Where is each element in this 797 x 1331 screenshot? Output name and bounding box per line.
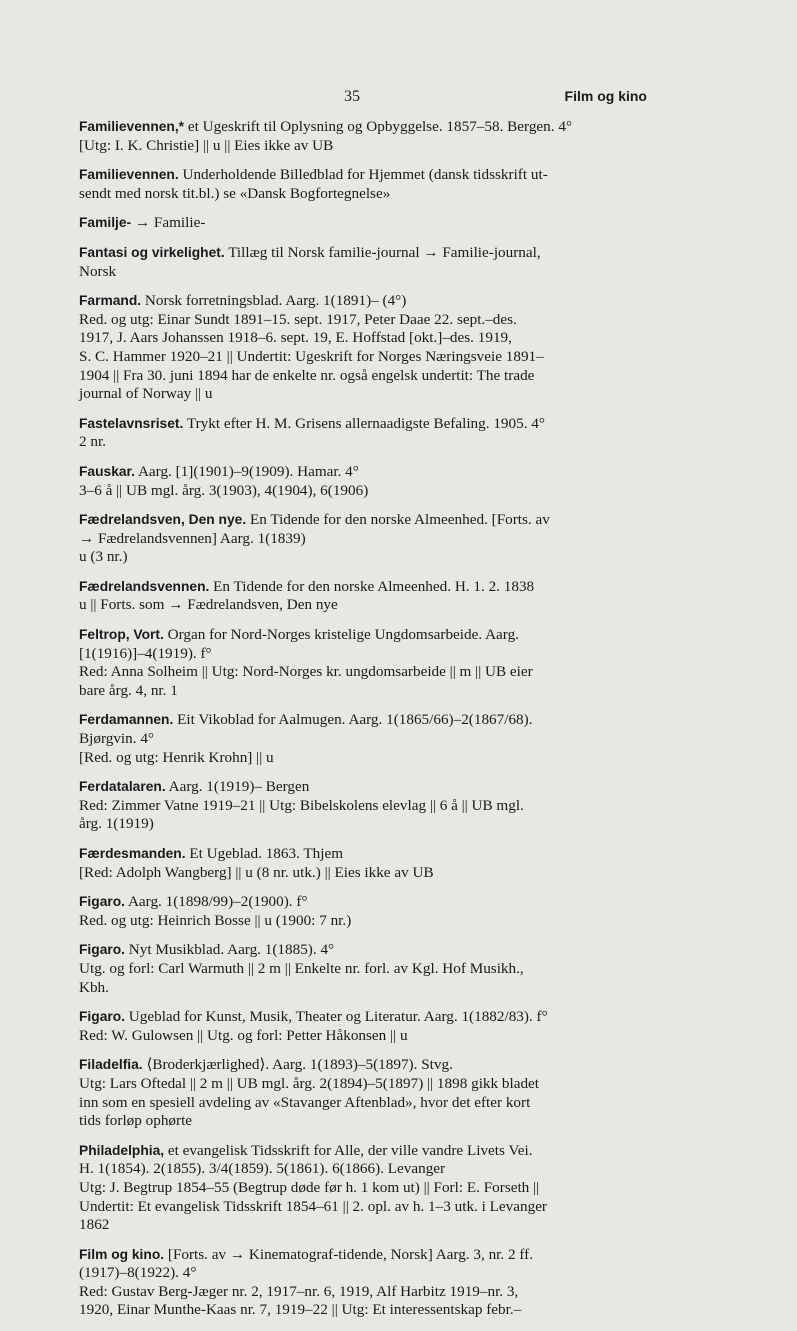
entry-text: tids forløp ophørte bbox=[79, 1112, 193, 1130]
entry-headword: Film og kino. bbox=[79, 1246, 165, 1262]
entry-text: u (3 nr.) bbox=[79, 548, 128, 566]
entry-text: bare årg. 4, nr. 1 bbox=[79, 681, 178, 699]
entry-line bbox=[79, 797, 649, 816]
entry-line bbox=[79, 263, 649, 282]
catalog-entry bbox=[79, 1246, 649, 1320]
entry-text: Underholdende Billedblad for Hjemmet (dansk tidsskrift ut- bbox=[178, 166, 548, 184]
entry-line bbox=[79, 329, 649, 348]
entry-line bbox=[79, 511, 649, 530]
entry-text: inn som en spesiell avdeling av «Stavanger Aftenblad», hvor det efter kort bbox=[79, 1093, 531, 1111]
entry-text: 2 nr. bbox=[79, 433, 107, 451]
catalog-entry bbox=[79, 893, 649, 930]
entry-text: Trykt efter H. M. Grisens allernaadigste Befaling. 1905. 4° bbox=[183, 414, 545, 432]
entry-text: Utg: J. Begtrup 1854–55 (Begtrup døde før h. 1 kom ut) || Forl: E. Forseth || bbox=[79, 1178, 540, 1196]
entry-line bbox=[79, 1264, 649, 1283]
entry-line bbox=[79, 845, 649, 864]
entry-line bbox=[79, 711, 649, 730]
entry-text: H. 1(1854). 2(1855). 3/4(1859). 5(1861). 6(1866). Levanger bbox=[79, 1160, 446, 1178]
running-head: Film og kino bbox=[564, 88, 647, 104]
entry-line bbox=[79, 367, 649, 386]
entry-text: journal of Norway || u bbox=[79, 385, 213, 403]
entry-text: Red. og utg: Heinrich Bosse || u (1900: 7 nr.) bbox=[79, 911, 352, 929]
entry-line bbox=[79, 663, 649, 682]
entry-line bbox=[79, 1179, 649, 1198]
entry-text: u || Forts. som → Fædrelandsven, Den nye bbox=[79, 596, 338, 614]
entry-line bbox=[79, 1112, 649, 1131]
entry-text: Et Ugeblad. 1863. Thjem bbox=[185, 845, 344, 862]
catalog-entry bbox=[79, 778, 649, 834]
entry-headword: Filadelfia. bbox=[79, 1057, 143, 1073]
catalog-entry bbox=[79, 511, 649, 567]
entry-text: Undertit: Et evangelisk Tidsskrift 1854–61 || 2. opl. av h. 1–3 utk. i Levanger bbox=[79, 1197, 547, 1215]
entry-headword: Figaro. bbox=[79, 1009, 125, 1025]
entry-line bbox=[79, 185, 649, 204]
catalog-entry bbox=[79, 166, 649, 203]
entry-line bbox=[79, 1216, 649, 1235]
entry-text: Red: W. Gulowsen || Utg. og forl: Petter Håkonsen || u bbox=[79, 1026, 408, 1044]
entry-text: Utg: Lars Oftedal || 2 m || UB mgl. årg. 2(1894)–5(1897) || 1898 gikk bladet bbox=[79, 1074, 540, 1092]
catalog-entry bbox=[79, 415, 649, 452]
entry-headword: Familje- bbox=[79, 215, 132, 231]
entry-line bbox=[79, 778, 649, 797]
entry-headword: Figaro. bbox=[79, 942, 125, 958]
entry-line bbox=[79, 1160, 649, 1179]
entry-line bbox=[79, 1075, 649, 1094]
entry-line bbox=[79, 118, 649, 137]
entry-text: [1(1916)]–4(1919). f° bbox=[79, 644, 212, 662]
catalog-entry bbox=[79, 626, 649, 700]
entry-line bbox=[79, 912, 649, 931]
entry-line bbox=[79, 979, 649, 998]
entry-headword: Fantasi og virkelighet. bbox=[79, 244, 225, 260]
entry-text: → Fædrelandsvennen] Aarg. 1(1839) bbox=[79, 529, 306, 547]
entry-headword: Familievennen,* bbox=[79, 119, 185, 134]
catalog-entry bbox=[79, 463, 649, 500]
entry-text: Aarg. [1](1901)–9(1909). Hamar. 4° bbox=[135, 462, 359, 480]
entry-headword: Færdesmanden. bbox=[79, 846, 186, 861]
entry-line bbox=[79, 385, 649, 404]
entry-text: Aarg. 1(1919)– Bergen bbox=[165, 778, 310, 796]
entry-line bbox=[79, 815, 649, 834]
entry-text: 1904 || Fra 30. juni 1894 har de enkelte nr. også engelsk undertit: The trade bbox=[79, 366, 535, 384]
entry-text: 1862 bbox=[79, 1216, 110, 1234]
entry-line bbox=[79, 433, 649, 452]
entry-line bbox=[79, 463, 649, 482]
catalog-entry bbox=[79, 292, 649, 404]
catalog-entry bbox=[79, 578, 649, 615]
entry-text: (1917)–8(1922). 4° bbox=[79, 1264, 197, 1282]
entry-line bbox=[79, 626, 649, 645]
entry-text: 1917, J. Aars Johanssen 1918–6. sept. 19, E. Hoffstad [okt.]–des. 1919, bbox=[79, 329, 512, 347]
entry-line bbox=[79, 482, 649, 501]
entry-headword: Ferdamannen. bbox=[79, 712, 174, 728]
entry-line bbox=[79, 137, 649, 156]
entry-line bbox=[79, 1283, 649, 1302]
entry-list bbox=[79, 118, 649, 1331]
entry-text: Organ for Nord-Norges kristelige Ungdomsarbeide. Aarg. bbox=[163, 626, 519, 644]
entry-line bbox=[79, 645, 649, 664]
entry-line bbox=[79, 682, 649, 701]
entry-text: [Forts. av → Kinematograf-tidende, Norsk] Aarg. 3, nr. 2 ff. bbox=[164, 1245, 534, 1263]
entry-headword: Fastelavnsriset. bbox=[79, 415, 184, 431]
entry-line bbox=[79, 1056, 649, 1075]
catalog-entry bbox=[79, 214, 649, 233]
entry-text: ⟨Broderkjærlighed⟩. Aarg. 1(1893)–5(1897). Stvg. bbox=[142, 1056, 453, 1074]
entry-text: Bjørgvin. 4° bbox=[79, 730, 154, 748]
entry-line bbox=[79, 730, 649, 749]
entry-line bbox=[79, 960, 649, 979]
page-header bbox=[0, 88, 797, 110]
entry-line bbox=[79, 548, 649, 567]
entry-text: S. C. Hammer 1920–21 || Undertit: Ugeskrift for Norges Næringsveie 1891– bbox=[79, 347, 544, 365]
entry-text: En Tidende for den norske Almeenhed. H. 1. 2. 1838 bbox=[209, 577, 535, 595]
entry-line bbox=[79, 530, 649, 549]
entry-line bbox=[79, 348, 649, 367]
entry-text: → Familie- bbox=[131, 214, 206, 232]
entry-headword: Philadelphia, bbox=[79, 1142, 165, 1158]
entry-text: Tillæg til Norsk familie-journal → Familie-journal, bbox=[224, 243, 541, 261]
entry-text: Eit Vikoblad for Aalmugen. Aarg. 1(1865/66)–2(1867/68). bbox=[173, 711, 533, 729]
entry-line bbox=[79, 1198, 649, 1217]
entry-line bbox=[79, 214, 649, 233]
entry-text: Aarg. 1(1898/99)–2(1900). f° bbox=[125, 893, 308, 911]
entry-text: Norsk forretningsblad. Aarg. 1(1891)– (4°) bbox=[141, 292, 407, 310]
catalog-entry bbox=[79, 1008, 649, 1045]
entry-line bbox=[79, 1301, 649, 1320]
entry-text: 3–6 å || UB mgl. årg. 3(1903), 4(1904), 6(1906) bbox=[79, 481, 369, 499]
entry-headword: Ferdatalaren. bbox=[79, 779, 166, 795]
entry-line bbox=[79, 893, 649, 912]
entry-text: årg. 1(1919) bbox=[79, 815, 154, 833]
entry-text: sendt med norsk tit.bl.) se «Dansk Bogfortegnelse» bbox=[79, 184, 391, 202]
entry-text: Norsk bbox=[79, 262, 117, 280]
catalog-entry bbox=[79, 711, 649, 767]
catalog-entry bbox=[79, 941, 649, 997]
entry-text: Red. og utg: Einar Sundt 1891–15. sept. 1917, Peter Daae 22. sept.–des. bbox=[79, 310, 517, 328]
entry-line bbox=[79, 1027, 649, 1046]
entry-text: [Red: Adolph Wangberg] || u (8 nr. utk.) || Eies ikke av UB bbox=[79, 863, 434, 881]
entry-line bbox=[79, 941, 649, 960]
entry-line bbox=[79, 596, 649, 615]
entry-line bbox=[79, 1008, 649, 1027]
entry-headword: Figaro. bbox=[79, 894, 125, 910]
entry-line bbox=[79, 415, 649, 434]
entry-line bbox=[79, 292, 649, 311]
entry-line bbox=[79, 1246, 649, 1265]
catalog-entry bbox=[79, 1056, 649, 1130]
entry-text: 1920, Einar Munthe-Kaas nr. 7, 1919–22 || Utg: Et interessentskap febr.– bbox=[79, 1301, 522, 1319]
catalog-entry bbox=[79, 118, 649, 155]
entry-headword: Familievennen. bbox=[79, 167, 179, 183]
entry-text: Kbh. bbox=[79, 978, 109, 996]
entry-line bbox=[79, 578, 649, 597]
entry-line bbox=[79, 244, 649, 263]
catalog-entry bbox=[79, 1142, 649, 1235]
entry-text: Ugeblad for Kunst, Musik, Theater og Literatur. Aarg. 1(1882/83). f° bbox=[125, 1008, 548, 1026]
entry-text: Red: Gustav Berg-Jæger nr. 2, 1917–nr. 6, 1919, Alf Harbitz 1919–nr. 3, bbox=[79, 1282, 519, 1300]
entry-text: [Utg: I. K. Christie] || u || Eies ikke av UB bbox=[79, 136, 334, 154]
entry-headword: Fauskar. bbox=[79, 463, 135, 479]
entry-text: [Red. og utg: Henrik Krohn] || u bbox=[79, 748, 274, 766]
entry-text: Red: Zimmer Vatne 1919–21 || Utg: Bibelskolens elevlag || 6 å || UB mgl. bbox=[79, 796, 524, 814]
entry-line bbox=[79, 749, 649, 768]
entry-text: Utg. og forl: Carl Warmuth || 2 m || Enkelte nr. forl. av Kgl. Hof Musikh., bbox=[79, 959, 524, 977]
page-number: 35 bbox=[344, 88, 360, 105]
entry-line bbox=[79, 1094, 649, 1113]
entry-text: Red: Anna Solheim || Utg: Nord-Norges kr. ungdomsarbeide || m || UB eier bbox=[79, 663, 533, 681]
entry-text: Nyt Musikblad. Aarg. 1(1885). 4° bbox=[125, 941, 335, 959]
entry-line bbox=[79, 311, 649, 330]
entry-text: et evangelisk Tidsskrift for Alle, der ville vandre Livets Vei. bbox=[164, 1141, 533, 1159]
entry-text: et Ugeskrift til Oplysning og Opbyggelse. 1857–58. Bergen. 4° bbox=[184, 118, 573, 135]
entry-headword: Fædrelandsvennen. bbox=[79, 578, 210, 594]
entry-headword: Fædrelandsven, Den nye. bbox=[79, 512, 247, 528]
entry-line bbox=[79, 166, 649, 185]
entry-headword: Farmand. bbox=[79, 293, 142, 309]
entry-line bbox=[79, 864, 649, 883]
entry-headword: Feltrop, Vort. bbox=[79, 627, 164, 643]
catalog-entry bbox=[79, 244, 649, 281]
entry-text: En Tidende for den norske Almeenhed. [Forts. av bbox=[246, 511, 550, 529]
catalog-entry bbox=[79, 845, 649, 882]
entry-line bbox=[79, 1142, 649, 1161]
